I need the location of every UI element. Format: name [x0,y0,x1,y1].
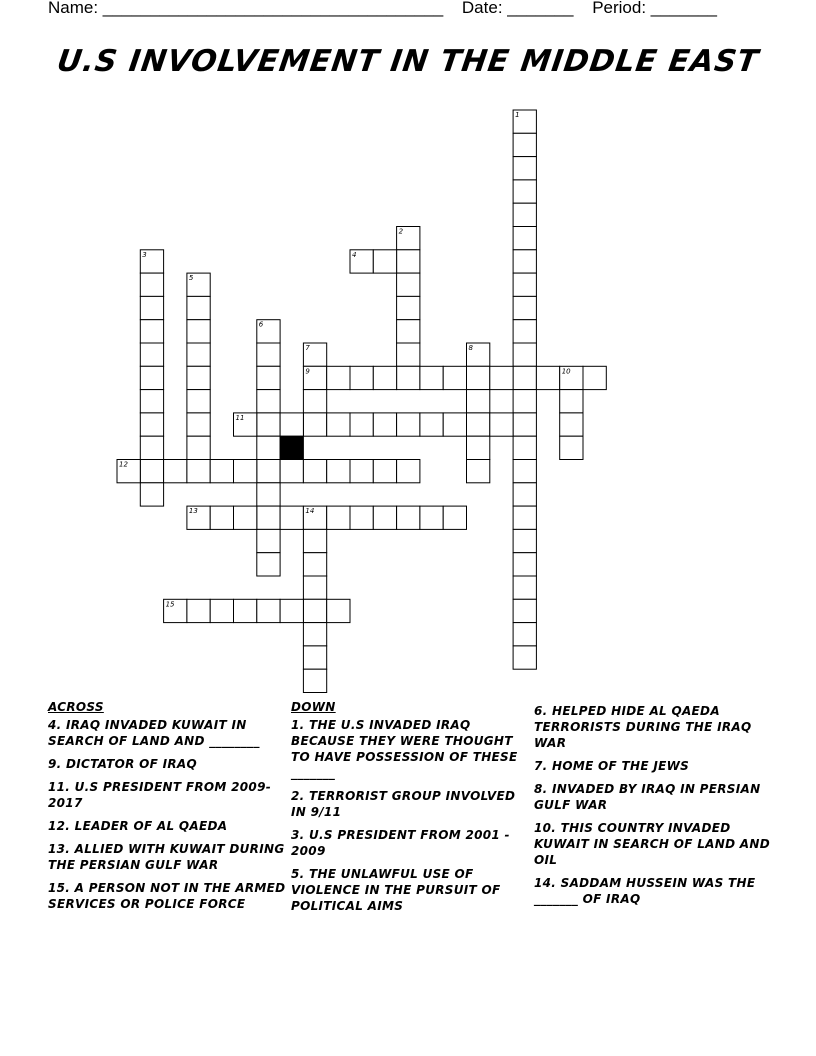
answer-square[interactable] [350,460,373,483]
answer-square[interactable] [257,506,280,529]
clue-text: A PERSON NOT IN THE ARMED SERVICES OR POLICE FORCE [48,881,286,911]
clue-number: 4. [48,718,66,732]
clue-number: 13. [48,842,75,856]
answer-square[interactable] [513,157,536,180]
answer-square[interactable] [513,460,536,483]
clue-text: THIS COUNTRY INVADED KUWAIT IN SEARCH OF LAND AND OIL [534,821,771,867]
answer-square[interactable] [513,366,536,389]
answer-square[interactable] [513,436,536,459]
clue-number: 11. [48,780,75,794]
clue-number-2: 2 [398,227,404,236]
answer-square[interactable] [327,506,350,529]
answer-square[interactable] [280,599,303,622]
down-clue [291,717,531,781]
across-clue-list [48,717,288,912]
clue-number: 5. [291,867,309,881]
answer-square[interactable] [327,366,350,389]
answer-square[interactable] [513,320,536,343]
answer-square[interactable] [303,529,326,552]
answer-square[interactable] [234,599,257,622]
down-clue-list [291,717,531,914]
answer-square[interactable] [373,506,396,529]
answer-square[interactable] [397,343,420,366]
down-heading: DOWN [291,700,336,714]
answer-square[interactable] [303,623,326,646]
across-clue [48,717,288,749]
down-clue [534,875,774,907]
blocked-square [280,436,303,459]
clue-number-3: 3 [142,250,147,259]
answer-square[interactable] [303,646,326,669]
answer-square[interactable] [490,413,513,436]
answer-square[interactable] [257,366,280,389]
answer-square[interactable] [513,250,536,273]
answer-square[interactable] [397,250,420,273]
down-clue [534,820,774,868]
clue-text: HELPED HIDE AL QAEDA TERRORISTS DURING THE IRAQ WAR [534,704,752,750]
across-clue [48,779,288,811]
clue-number: 15. [48,881,75,895]
answer-square[interactable] [257,436,280,459]
answer-square[interactable] [257,599,280,622]
clue-number: 14. [534,876,561,890]
answer-square[interactable] [560,436,583,459]
answer-square[interactable] [327,599,350,622]
answer-square[interactable] [443,366,466,389]
clue-text: INVADED BY IRAQ IN PERSIAN GULF WAR [534,782,761,812]
clue-text: HOME OF THE JEWS [552,759,690,773]
answer-square[interactable] [257,343,280,366]
answer-square[interactable] [397,506,420,529]
clue-number-13: 13 [188,507,198,516]
clue-number: 8. [534,782,552,796]
answer-square[interactable] [280,413,303,436]
answer-square[interactable] [513,273,536,296]
answer-square[interactable] [513,599,536,622]
answer-square[interactable] [140,296,163,319]
answer-square[interactable] [397,366,420,389]
clue-text: THE U.S INVADED IRAQ BECAUSE THEY WERE THOUGHT TO HAVE POSSESSION OF THESE _______ [291,718,518,780]
answer-square[interactable] [280,460,303,483]
answer-square[interactable] [303,599,326,622]
answer-square[interactable] [513,413,536,436]
clue-text: IRAQ INVADED KUWAIT IN SEARCH OF LAND AND ________ [48,718,260,748]
clue-number: 9. [48,757,66,771]
answer-square[interactable] [397,413,420,436]
answer-square[interactable] [443,506,466,529]
answer-square[interactable] [350,366,373,389]
clue-number: 3. [291,828,309,842]
clue-number-12: 12 [119,460,128,469]
answer-square[interactable] [397,273,420,296]
answer-square[interactable] [187,460,210,483]
answer-square[interactable] [536,366,559,389]
answer-square[interactable] [420,413,443,436]
answer-square[interactable] [234,506,257,529]
answer-square[interactable] [420,366,443,389]
across-clue [48,841,288,873]
answer-square[interactable] [187,343,210,366]
answer-square[interactable] [467,413,490,436]
answer-square[interactable] [513,227,536,250]
answer-square[interactable] [513,623,536,646]
period-field[interactable]: Period: _______ [592,0,717,17]
clue-number: 6. [534,704,552,718]
answer-square[interactable] [140,483,163,506]
answer-square[interactable] [257,529,280,552]
clue-number-15: 15 [165,600,175,609]
clue-text: U.S PRESIDENT FROM 2009-2017 [48,780,272,810]
across-clue [48,818,288,834]
answer-square[interactable] [187,390,210,413]
answer-square[interactable] [257,413,280,436]
answer-square[interactable] [303,669,326,692]
clue-number-1: 1 [515,111,520,119]
answer-square[interactable] [140,366,163,389]
answer-square[interactable] [443,413,466,436]
answer-square[interactable] [467,366,490,389]
answer-square[interactable] [140,273,163,296]
name-field[interactable]: Name: ____________________________________ [48,0,444,17]
down-clue [291,866,531,914]
clue-number-8: 8 [468,344,473,352]
answer-square[interactable] [210,460,233,483]
down-clue [534,703,774,751]
answer-square[interactable] [327,460,350,483]
answer-square[interactable] [583,366,606,389]
clue-number-10: 10 [561,367,571,376]
answer-square[interactable] [187,366,210,389]
answer-square[interactable] [140,320,163,343]
answer-square[interactable] [513,553,536,576]
clue-text: SADDAM HUSSEIN WAS THE _______ OF IRAQ [534,876,756,906]
clue-number: 7. [534,759,552,773]
answer-square[interactable] [257,390,280,413]
answer-square[interactable] [350,506,373,529]
answer-square[interactable] [303,553,326,576]
answer-square[interactable] [513,180,536,203]
answer-square[interactable] [187,413,210,436]
clue-number-14: 14 [305,507,315,516]
answer-square[interactable] [327,413,350,436]
across-heading: ACROSS [48,700,104,714]
down-clue [534,758,774,774]
answer-square[interactable] [257,483,280,506]
clue-number-5: 5 [188,274,194,283]
answer-square[interactable] [513,343,536,366]
clue-number: 2. [291,789,309,803]
clue-number-9: 9 [305,367,310,376]
answer-square[interactable] [373,366,396,389]
answer-square[interactable] [397,296,420,319]
answer-square[interactable] [467,390,490,413]
answer-square[interactable] [187,599,210,622]
down-clues-column [291,699,531,921]
answer-square[interactable] [140,390,163,413]
answer-square[interactable] [140,436,163,459]
answer-square[interactable] [560,413,583,436]
answer-square[interactable] [257,460,280,483]
answer-square[interactable] [234,460,257,483]
answer-square[interactable] [210,506,233,529]
answer-square[interactable] [280,506,303,529]
down-clue-list-continued [534,703,774,907]
answer-square[interactable] [303,413,326,436]
answer-square[interactable] [397,320,420,343]
across-clues-column [48,699,288,919]
answer-square[interactable] [513,203,536,226]
answer-square[interactable] [513,506,536,529]
answer-square[interactable] [140,413,163,436]
answer-square[interactable] [303,576,326,599]
puzzle-title: U.S INVOLVEMENT IN THE MIDDLE EAST [54,44,762,79]
answer-square[interactable] [257,553,280,576]
answer-square[interactable] [350,413,373,436]
answer-square[interactable] [187,436,210,459]
down-clues-column-continued [534,703,774,914]
answer-square[interactable] [513,646,536,669]
answer-square[interactable] [373,413,396,436]
answer-square[interactable] [513,296,536,319]
answer-square[interactable] [560,390,583,413]
clue-number-7: 7 [305,344,310,352]
answer-square[interactable] [467,460,490,483]
answer-square[interactable] [140,343,163,366]
clue-text: TERRORIST GROUP INVOLVED IN 9/11 [291,789,516,819]
across-clue [48,880,288,912]
answer-square[interactable] [373,250,396,273]
clue-text: DICTATOR OF IRAQ [66,757,197,771]
date-field[interactable]: Date: _______ [461,0,574,17]
down-clue [291,827,531,859]
answer-square[interactable] [467,436,490,459]
clue-text: THE UNLAWFUL USE OF VIOLENCE IN THE PURSUIT OF POLITICAL AIMS [291,867,501,913]
answer-square[interactable] [164,460,187,483]
answer-square[interactable] [513,576,536,599]
answer-square[interactable] [303,460,326,483]
answer-square[interactable] [513,133,536,156]
answer-square[interactable] [187,296,210,319]
clue-text: ALLIED WITH KUWAIT DURING THE PERSIAN GULF WAR [48,842,285,872]
answer-square[interactable] [303,390,326,413]
answer-square[interactable] [397,460,420,483]
answer-square[interactable] [513,483,536,506]
answer-square[interactable] [373,460,396,483]
clue-number: 1. [291,718,309,732]
clue-text: U.S PRESIDENT FROM 2001 - 2009 [291,828,510,858]
answer-square[interactable] [490,366,513,389]
answer-square[interactable] [187,320,210,343]
clue-number: 10. [534,821,561,835]
answer-square[interactable] [140,460,163,483]
clue-number: 12. [48,819,75,833]
clue-number-4: 4 [352,250,357,259]
across-clue [48,756,288,772]
down-clue [291,788,531,820]
clue-number-11: 11 [235,413,245,422]
answer-square[interactable] [420,506,443,529]
answer-square[interactable] [513,390,536,413]
clue-number-6: 6 [258,320,264,329]
answer-square[interactable] [513,529,536,552]
answer-square[interactable] [210,599,233,622]
clue-text: LEADER OF AL QAEDA [74,819,228,833]
down-clue [534,781,774,813]
